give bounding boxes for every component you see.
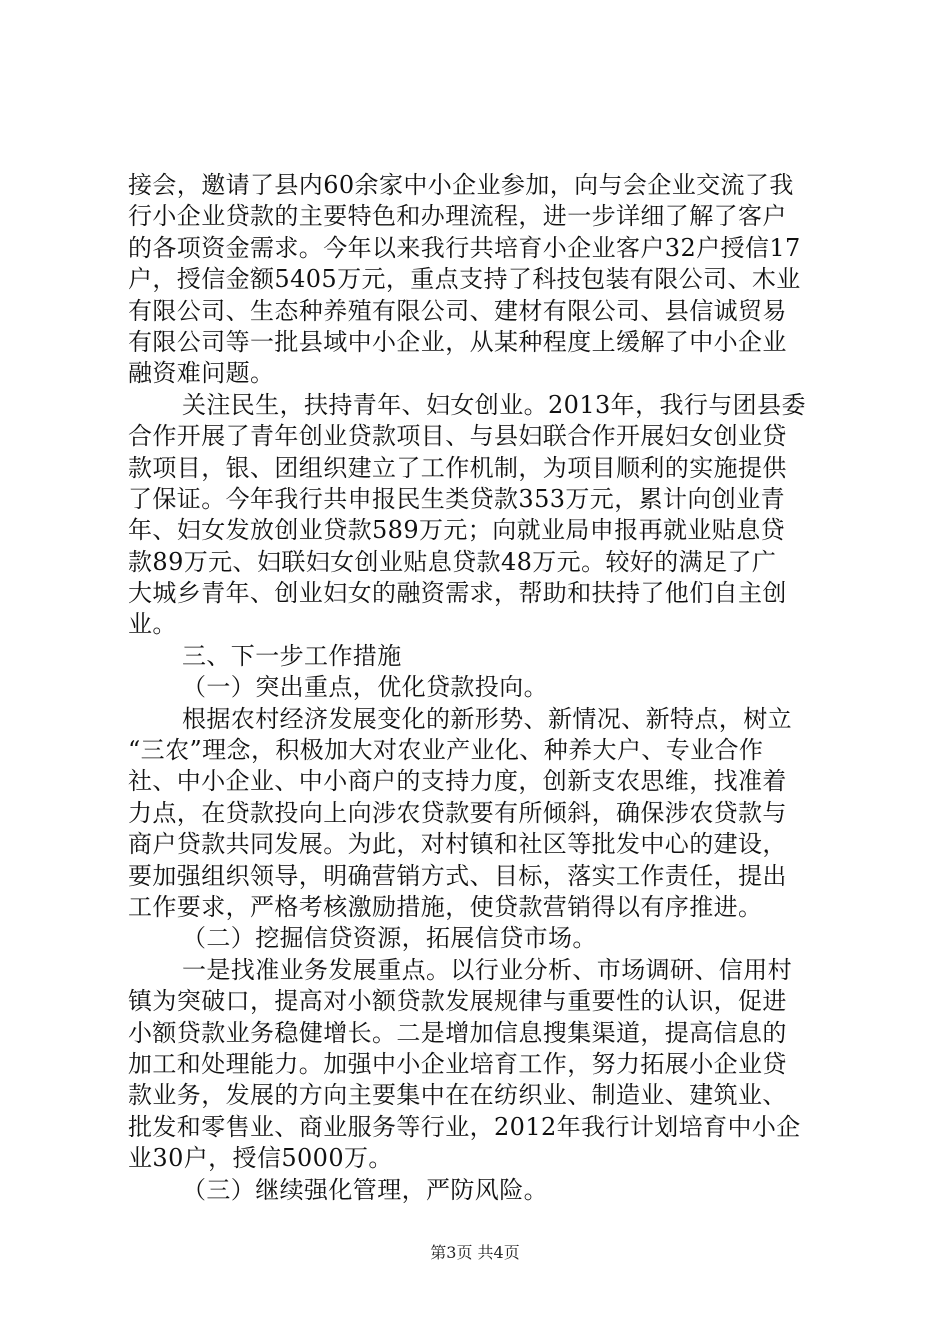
text-line: 合作开展了青年创业贷款项目、与县妇联合作开展妇女创业贷	[128, 422, 787, 451]
text-line: 有限公司、生态种养殖有限公司、建材有限公司、县信诚贸易	[128, 296, 787, 325]
text-line: 行小企业贷款的主要特色和办理流程，进一步详细了解了客户	[128, 202, 787, 231]
text-line: 工作要求，严格考核激励措施，使贷款营销得以有序推进。	[128, 892, 763, 921]
text-line: 款89万元、妇联妇女创业贴息贷款48万元。较好的满足了广	[128, 547, 777, 576]
text-line: 款项目，银、团组织建立了工作机制，为项目顺利的实施提供	[128, 453, 787, 482]
text-line: 力点，在贷款投向上向涉农贷款要有所倾斜，确保涉农贷款与	[128, 798, 787, 827]
text-line: 的各项资金需求。今年以来我行共培育小企业客户32户授信17	[128, 233, 801, 262]
text-line: “三农”理念，积极加大对农业产业化、种养大户、专业合作	[128, 736, 764, 765]
text-line: 户，授信金额5405万元，重点支持了科技包装有限公司、木业	[128, 265, 801, 294]
text-line: 年、妇女发放创业贷款589万元；向就业局申报再就业贴息贷	[128, 516, 786, 545]
text-line: 批发和零售业、商业服务等行业，2012年我行计划培育中小企	[128, 1112, 801, 1141]
text-line: 融资难问题。	[128, 359, 275, 388]
text-line: 商户贷款共同发展。为此，对村镇和社区等批发中心的建设，	[128, 830, 787, 859]
text-line: 要加强组织领导，明确营销方式、目标，落实工作责任，提出	[128, 861, 787, 890]
text-line: 业。	[128, 610, 177, 639]
subsection-heading: （一）突出重点，优化贷款投向。	[182, 673, 548, 702]
text-line: 款业务，发展的方向主要集中在在纺织业、制造业、建筑业、	[128, 1081, 787, 1110]
section-heading: 三、下一步工作措施	[182, 641, 402, 670]
page-number: 第3页 共4页	[430, 1243, 520, 1262]
text-line: 镇为突破口，提高对小额贷款发展规律与重要性的认识，促进	[128, 987, 787, 1016]
paragraph-start: 关注民生，扶持青年、妇女创业。2013年，我行与团县委	[182, 390, 806, 419]
paragraph-start: 根据农村经济发展变化的新形势、新情况、新特点，树立	[182, 704, 792, 733]
text-line: 接会，邀请了县内60余家中小企业参加，向与会企业交流了我	[128, 171, 794, 199]
text-line: 社、中小企业、中小商户的支持力度，创新支农思维，找准着	[128, 767, 787, 796]
text-line: 加工和处理能力。加强中小企业培育工作，努力拓展小企业贷	[128, 1049, 787, 1078]
text-line: 小额贷款业务稳健增长。二是增加信息搜集渠道，提高信息的	[128, 1018, 787, 1047]
paragraph-start: 一是找准业务发展重点。以行业分析、市场调研、信用村	[182, 955, 792, 984]
text-line: 大城乡青年、创业妇女的融资需求，帮助和扶持了他们自主创	[128, 579, 787, 608]
text-line: 了保证。今年我行共申报民生类贷款353万元，累计向创业青	[128, 484, 786, 513]
subsection-heading: （二）挖掘信贷资源，拓展信贷市场。	[182, 924, 597, 953]
subsection-heading: （三）继续强化管理，严防风险。	[182, 1175, 548, 1204]
text-line: 业30户，授信5000万。	[128, 1144, 393, 1173]
document-body	[128, 170, 828, 1206]
text-line: 有限公司等一批县域中小企业，从某种程度上缓解了中小企业	[128, 327, 787, 356]
